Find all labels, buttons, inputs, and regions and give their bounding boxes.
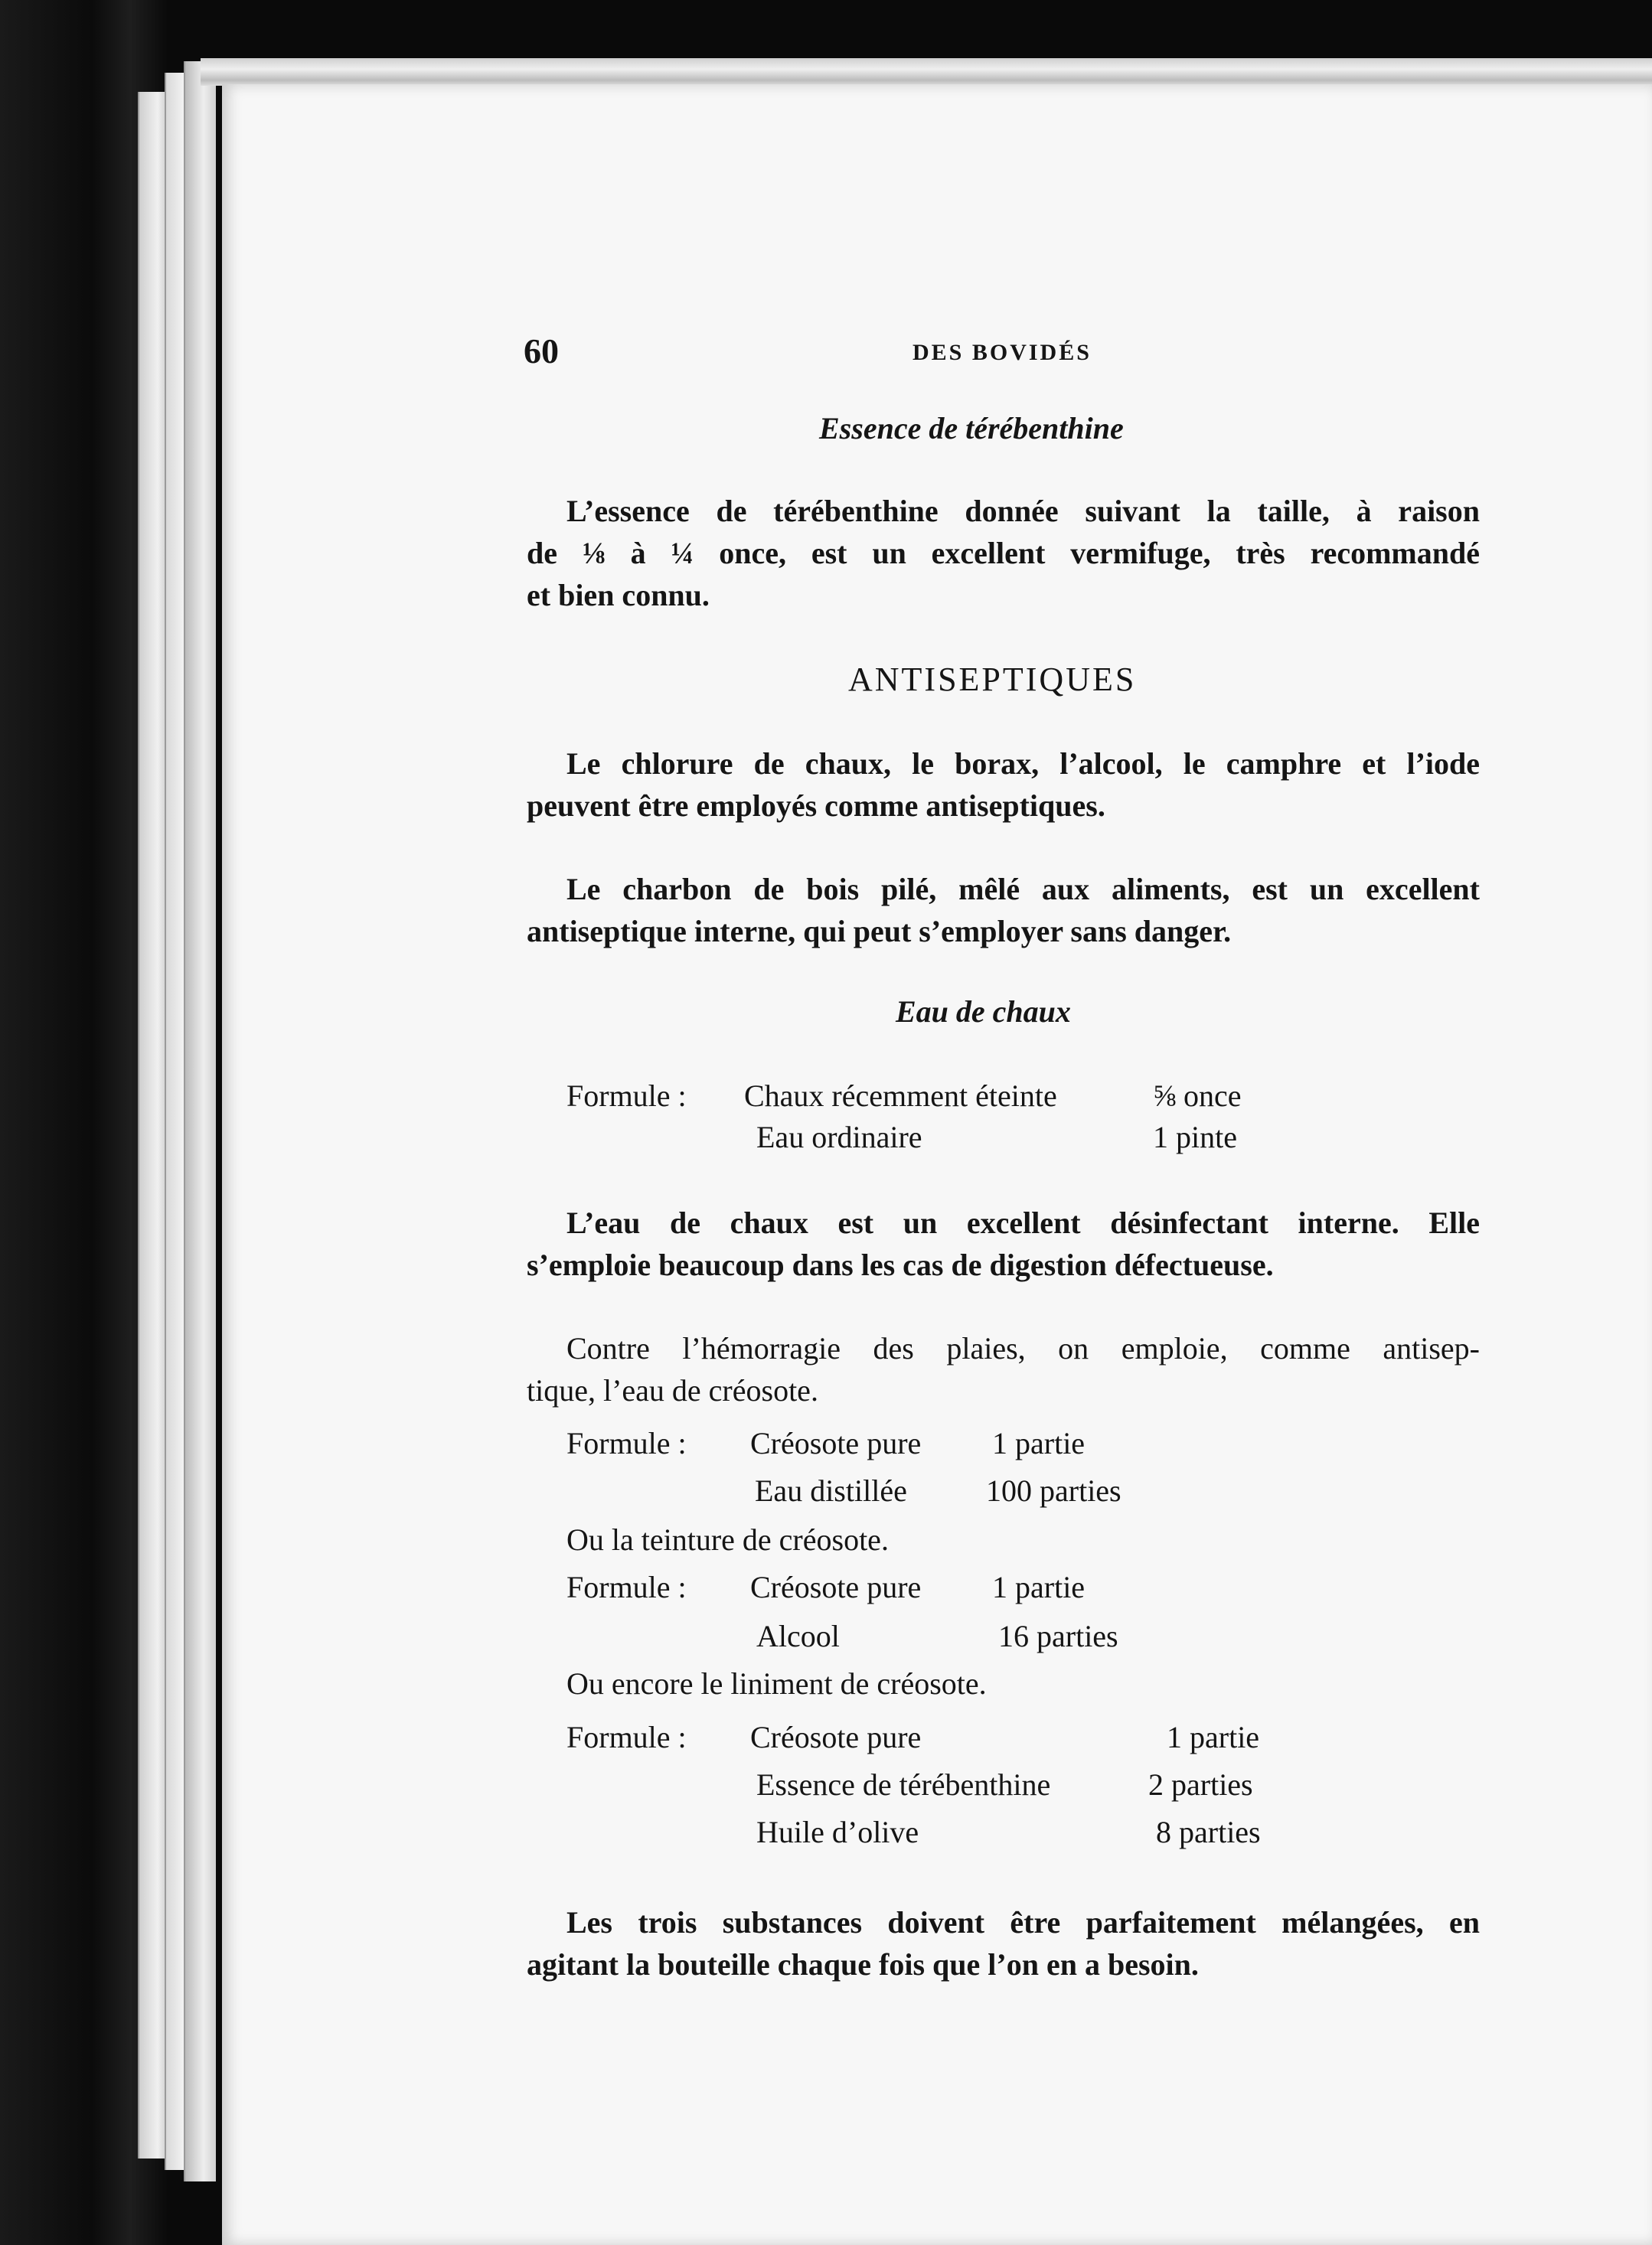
page-edge xyxy=(184,61,216,2181)
formula-label: Formule : xyxy=(566,1078,687,1113)
formula-quantity: 1 partie xyxy=(992,1570,1086,1604)
text-line: et bien connu. xyxy=(527,578,710,612)
page-number: 60 xyxy=(524,331,559,370)
text-line: tique, l’eau de créosote. xyxy=(527,1373,818,1408)
page-top-edge xyxy=(201,58,1652,86)
formula-quantity: 1 partie xyxy=(992,1426,1086,1460)
alternative-line: Ou encore le liniment de créosote. xyxy=(566,1666,987,1701)
text-line: de ⅛ à ¼ once, est un excellent vermifuge, très recommandé xyxy=(527,536,1480,570)
formula-ingredient: Créosote pure xyxy=(750,1570,922,1604)
formula-ingredient: Chaux récemment éteinte xyxy=(744,1078,1057,1113)
text-line: s’emploie beaucoup dans les cas de digestion défectueuse. xyxy=(527,1248,1274,1282)
paragraph xyxy=(527,1327,1480,1411)
section-heading: ANTISEPTIQUES xyxy=(848,661,1137,698)
formula-ingredient: Créosote pure xyxy=(750,1720,922,1754)
formula-quantity: 8 parties xyxy=(1156,1815,1261,1849)
paragraph xyxy=(527,490,1480,616)
section-heading: Eau de chaux xyxy=(896,994,1071,1029)
text-line: Le chlorure de chaux, le borax, l’alcool, le camphre et l’iode xyxy=(566,746,1480,781)
formula-quantity: 100 parties xyxy=(986,1473,1121,1508)
formula-ingredient: Essence de térébenthine xyxy=(756,1767,1051,1802)
text-line: Contre l’hémorragie des plaies, on emploie, comme antisep- xyxy=(566,1331,1480,1366)
formula-ingredient: Eau distillée xyxy=(755,1473,907,1508)
text-line: Le charbon de bois pilé, mêlé aux aliments, est un excellent xyxy=(566,872,1480,906)
formula-quantity: 1 partie xyxy=(1167,1720,1260,1754)
alternative-line: Ou la teinture de créosote. xyxy=(566,1522,889,1557)
text-line: L’essence de térébenthine donnée suivant la taille, à raison xyxy=(566,494,1480,528)
formula-quantity: 1 pinte xyxy=(1153,1120,1237,1154)
text-line: antiseptique interne, qui peut s’employer sans danger. xyxy=(527,914,1232,948)
formula-ingredient: Alcool xyxy=(756,1619,840,1653)
formula-label: Formule : xyxy=(566,1426,687,1460)
paragraph xyxy=(527,1202,1480,1286)
running-title: DES BOVIDÉS xyxy=(913,340,1092,365)
section-heading: Essence de térébenthine xyxy=(819,411,1124,445)
text-line: Les trois substances doivent être parfaitement mélangées, en xyxy=(566,1905,1480,1940)
formula-quantity: ⅝ once xyxy=(1153,1078,1242,1113)
paragraph xyxy=(527,868,1480,952)
formula-ingredient: Huile d’olive xyxy=(756,1815,919,1849)
paragraph xyxy=(527,742,1480,827)
formula-label: Formule : xyxy=(566,1720,687,1754)
formula-ingredient: Créosote pure xyxy=(750,1426,922,1460)
text-line: peuvent être employés comme antiseptiques. xyxy=(527,788,1105,823)
formula-label: Formule : xyxy=(566,1570,687,1604)
text-line: agitant la bouteille chaque fois que l’on en a besoin. xyxy=(527,1947,1199,1982)
formula-ingredient: Eau ordinaire xyxy=(756,1120,922,1154)
paragraph xyxy=(527,1901,1480,1986)
formula-quantity: 2 parties xyxy=(1148,1767,1253,1802)
text-line: L’eau de chaux est un excellent désinfectant interne. Elle xyxy=(566,1206,1480,1240)
formula-quantity: 16 parties xyxy=(998,1619,1118,1653)
